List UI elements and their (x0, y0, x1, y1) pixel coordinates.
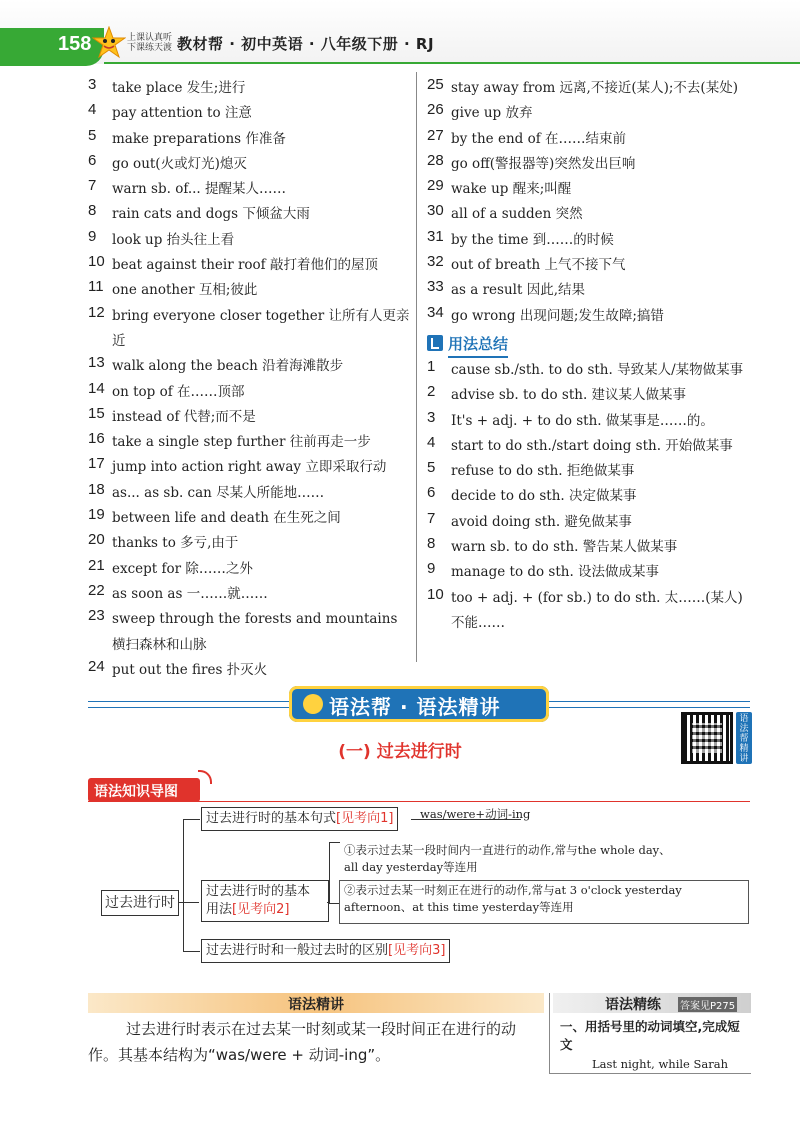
b2-connector (327, 902, 330, 903)
phrase-item (88, 304, 410, 355)
item-number: 34 (427, 303, 444, 321)
slogan-line-2: 下课练天渡 (127, 43, 173, 53)
phrase-item (88, 202, 410, 227)
item-text: cause sb./sth. to do sth. 导致某人/某物做某事 (451, 361, 744, 378)
phrase-item (88, 607, 410, 658)
branch-difference (201, 939, 450, 963)
item-number: 18 (88, 480, 105, 498)
item-text: give up 放弃 (451, 105, 533, 122)
usage-title: 用法总结 (448, 334, 509, 353)
item-number: 7 (88, 177, 97, 195)
mid-connector (183, 902, 199, 903)
phrase-item (88, 278, 410, 303)
usage-item (427, 586, 753, 637)
item-text: go off(警报器等)突然发出巨响 (451, 155, 636, 172)
item-text: pay attention to 注意 (112, 105, 252, 122)
answer-ref[interactable]: 答案见P275 (678, 997, 737, 1012)
item-text: jump into action right away 立即采取行动 (112, 459, 387, 476)
item-number: 17 (88, 455, 105, 473)
item-text: make preparations 作准备 (112, 130, 286, 147)
item-text: It's + adj. + to do sth. 做某事是……的。 (451, 412, 714, 429)
branch-usage-ref[interactable]: [见考向2] (232, 902, 290, 917)
item-number: 32 (427, 253, 444, 271)
item-number: 8 (427, 535, 436, 553)
phrase-item (427, 253, 753, 278)
phrase-item (88, 101, 410, 126)
phrase-item (427, 202, 753, 227)
phrase-item (88, 76, 410, 101)
mind-map-bracket (183, 819, 200, 952)
item-text: out of breath 上气不接下气 (451, 257, 626, 274)
b2-note-2-line-b: afternoon、at this time yesterday等连用 (344, 900, 574, 914)
phrase-item (88, 557, 410, 582)
item-number: 27 (427, 126, 444, 144)
qr-side-label: 语法帮精讲 (739, 714, 749, 764)
item-number: 12 (88, 303, 105, 321)
item-number: 6 (427, 484, 436, 502)
item-number: 16 (88, 430, 105, 448)
item-text: put out the fires 扑灭火 (112, 661, 268, 678)
item-text: avoid doing sth. 避免做某事 (451, 513, 632, 530)
branch-basic-form-ref[interactable]: [见考向1] (336, 811, 394, 826)
banner-text: 语法帮 · 语法精讲 (329, 695, 501, 719)
item-number: 14 (88, 379, 105, 397)
item-text: manage to do sth. 设法做成某事 (451, 564, 660, 581)
item-number: 28 (427, 151, 444, 169)
item-number: 1 (427, 357, 436, 375)
explain-bar-label: 语法精讲 (288, 997, 344, 1013)
item-text: too + adj. + (for sb.) to do sth. 太……(某人)不能…… (451, 589, 743, 631)
item-text: by the time 到……的时候 (451, 231, 614, 248)
phrase-item (427, 127, 753, 152)
phrase-item (427, 228, 753, 253)
branch-usage-label-2: 用法 (206, 902, 233, 917)
item-number: 6 (88, 151, 97, 169)
lightbulb-icon (303, 694, 323, 714)
item-text: walk along the beach 沿着海滩散步 (112, 358, 344, 375)
item-text: as... as sb. can 尽某人所能地…… (112, 484, 325, 501)
item-text: as a result 因此,结果 (451, 282, 585, 299)
explain-paragraph: 过去进行时表示在过去某一时刻或某一段时间正在进行的动作。其基本结构为“was/were + 动词-ing”。 (88, 1020, 517, 1064)
item-number: 7 (427, 509, 436, 527)
usage-item (427, 560, 753, 585)
phrase-item (88, 481, 410, 506)
bottom-divider (549, 993, 550, 1073)
item-number: 33 (427, 278, 444, 296)
phrase-item (88, 354, 410, 379)
usage-item (427, 358, 753, 383)
item-number: 13 (88, 354, 105, 372)
item-number: 5 (88, 126, 97, 144)
item-number: 21 (88, 556, 105, 574)
item-text: advise sb. to do sth. 建议某人做某事 (451, 387, 687, 404)
usage-item (427, 535, 753, 560)
item-number: 5 (427, 459, 436, 477)
usage-item (427, 409, 753, 434)
phrase-item (88, 455, 410, 480)
spark-icon (198, 770, 212, 784)
b2-note-1 (344, 842, 671, 876)
usage-heading (427, 333, 753, 354)
usage-item (427, 434, 753, 459)
phrase-item (88, 380, 410, 405)
phrase-item (427, 177, 753, 202)
phrase-list-left (88, 76, 410, 683)
book-title: 教材帮 · 初中英语 · 八年级下册 · RJ (177, 35, 435, 53)
item-text: take place 发生;进行 (112, 80, 246, 96)
item-number: 31 (427, 227, 444, 245)
usage-item (427, 510, 753, 535)
mind-map-rule (88, 801, 750, 802)
item-text: go wrong 出现问题;发生故障;搞错 (451, 307, 664, 324)
item-text: refuse to do sth. 拒绝做某事 (451, 463, 635, 480)
phrase-item (88, 177, 410, 202)
item-text: take a single step further 往前再走一步 (112, 434, 371, 451)
item-number: 29 (427, 177, 444, 195)
item-text: except for 除……之外 (112, 560, 253, 577)
phrase-item (88, 228, 410, 253)
phrase-list-right (427, 76, 753, 636)
mind-map-root: 过去进行时 (101, 890, 179, 916)
practice-bar-label: 语法精练 (605, 997, 661, 1013)
practice-bar (553, 993, 751, 1013)
star-mascot-icon (92, 26, 126, 60)
item-text: wake up 醒来;叫醒 (451, 181, 572, 198)
item-number: 19 (88, 506, 105, 524)
usage-item (427, 484, 753, 509)
item-text: between life and death 在生死之间 (112, 510, 341, 527)
item-number: 20 (88, 531, 105, 549)
phrase-item (88, 430, 410, 455)
branch-difference-label: 过去进行时和一般过去时的区别 (206, 943, 389, 958)
phrase-item (88, 152, 410, 177)
item-number: 3 (88, 76, 97, 93)
item-text: warn sb. to do sth. 警告某人做某事 (451, 539, 678, 556)
branch-basic-form (201, 807, 398, 831)
item-text: beat against their roof 敲打着他们的屋顶 (112, 257, 378, 274)
bottom-rule (549, 1073, 751, 1074)
page-header (0, 0, 800, 66)
item-text: decide to do sth. 决定做某事 (451, 488, 637, 505)
item-text: look up 抬头往上看 (112, 231, 235, 248)
phrase-item (427, 152, 753, 177)
explain-bar (88, 993, 544, 1013)
phrase-item (427, 101, 753, 126)
item-number: 15 (88, 404, 105, 422)
phrase-item (88, 582, 410, 607)
item-number: 4 (88, 101, 97, 119)
usage-item (427, 459, 753, 484)
item-number: 11 (88, 278, 104, 296)
item-number: 22 (88, 581, 105, 599)
b2-note-2-line-a: ②表示过去某一时刻正在进行的动作,常与at 3 o'clock yesterday (344, 883, 682, 897)
item-text: warn sb. of... 提醒某人…… (112, 181, 287, 198)
b2-note-2 (339, 880, 749, 924)
item-text: instead of 代替;而不是 (112, 408, 256, 425)
item-number: 26 (427, 101, 444, 119)
item-number: 4 (427, 433, 436, 451)
item-text: sweep through the forests and mountains 横扫森林和山脉 (112, 611, 398, 653)
item-number: 8 (88, 202, 97, 220)
item-number: 9 (88, 227, 97, 245)
item-text: as soon as 一……就…… (112, 585, 268, 602)
mind-map-tag (88, 778, 200, 802)
item-text: stay away from 远离,不接近(某人);不去(某处) (451, 80, 738, 96)
item-text: one another 互相;彼此 (112, 282, 258, 299)
item-number: 25 (427, 76, 444, 93)
item-number: 2 (427, 383, 436, 401)
branch-usage-label-1: 过去进行时的基本 (206, 884, 311, 899)
exercise-heading: 一、用括号里的动词填空,完成短文 (560, 1019, 740, 1052)
slogan (127, 33, 172, 53)
exercise-text: Last night, while Sarah (592, 1057, 729, 1071)
page-number: 158 (58, 33, 92, 55)
phrase-item (427, 278, 753, 303)
phrase-item (88, 253, 410, 278)
b2-note-1-line-a: ①表示过去某一段时间内一直进行的动作,常与the whole day、 (344, 843, 671, 857)
branch-basic-form-label: 过去进行时的基本句式 (206, 811, 337, 826)
b2-note-1-line-b: all day yesterday等连用 (344, 860, 478, 874)
item-text: by the end of 在……结束前 (451, 130, 626, 147)
item-number: 3 (427, 408, 436, 426)
item-number: 10 (88, 253, 105, 271)
branch-usage (201, 880, 329, 922)
phrase-item (88, 531, 410, 556)
item-number: 24 (88, 657, 105, 675)
item-number: 9 (427, 560, 436, 578)
banner-box (289, 686, 549, 722)
usage-list (427, 358, 753, 636)
item-text: start to do sth./start doing sth. 开始做某事 (451, 437, 733, 454)
item-text: rain cats and dogs 下倾盆大雨 (112, 206, 310, 223)
item-text: all of a sudden 突然 (451, 206, 583, 223)
item-text: go out(火或灯光)熄灭 (112, 155, 247, 172)
column-divider (416, 72, 417, 662)
item-text: bring everyone closer together 让所有人更亲近 (112, 307, 410, 349)
phrase-item (88, 405, 410, 430)
phrase-item (88, 506, 410, 531)
slogan-line-1: 上课认真听 (127, 33, 173, 43)
grammar-banner (88, 686, 750, 726)
usage-item (427, 383, 753, 408)
item-number: 23 (88, 607, 105, 625)
item-text: on top of 在……顶部 (112, 383, 245, 400)
mind-map-tag-label: 语法知识导图 (94, 784, 178, 800)
phrase-item (427, 76, 753, 101)
item-number: 30 (427, 202, 444, 220)
b1-note: was/were+动词-ing (420, 807, 531, 821)
phrase-item (427, 304, 753, 329)
item-text: thanks to 多亏,由于 (112, 535, 239, 552)
phrase-item (88, 658, 410, 683)
phrase-item (88, 127, 410, 152)
section-title: (一) 过去进行时 (338, 742, 462, 762)
branch-difference-ref[interactable]: [见考向3] (388, 943, 446, 958)
header-rule (104, 62, 800, 64)
item-number: 10 (427, 585, 444, 603)
usage-tag-icon (427, 335, 443, 351)
